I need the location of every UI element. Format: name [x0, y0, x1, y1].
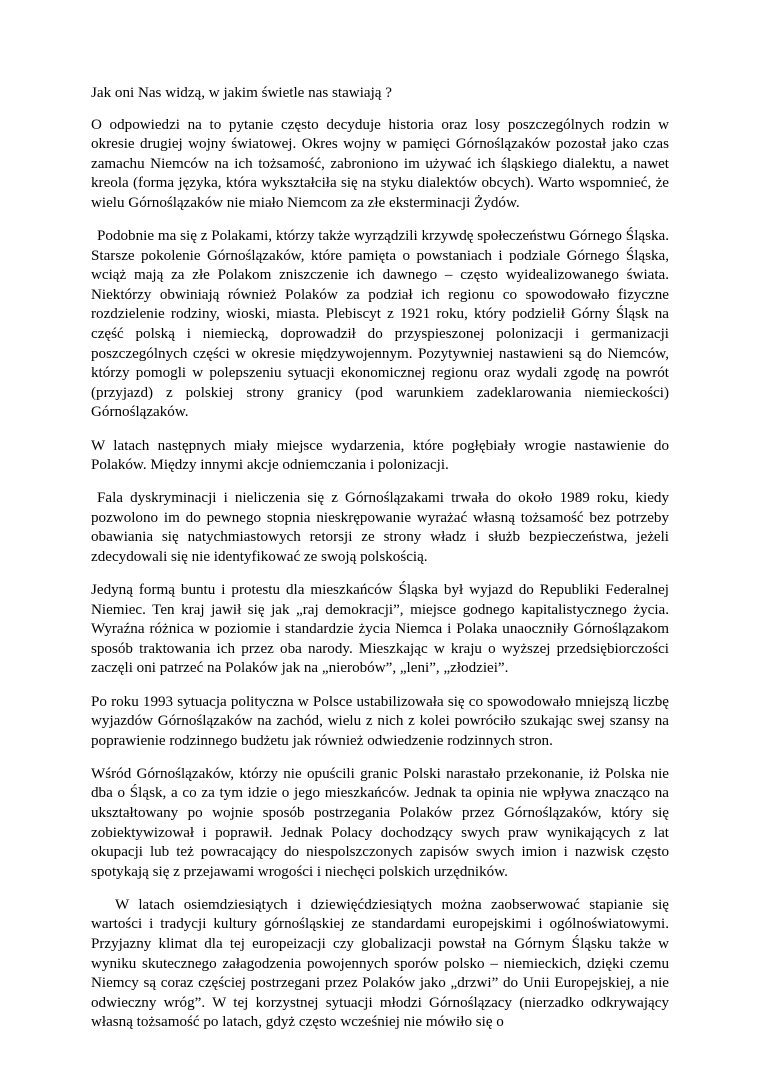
- document-heading: Jak oni Nas widzą, w jakim świetle nas stawiają ?: [91, 85, 392, 101]
- document-page: [91, 84, 669, 1047]
- paragraph-remaining-silesians: Wśród Górnoślązaków, którzy nie opuścili granic Polski narastało przekonanie, iż Polska nie dba o Śląsk, a co za tym idzie o jego mieszkańców. Jednak ta opinia nie wpływa znacząco na ukształtowany po wojnie sposób postrzegania Polaków przez Górnoślązaków, który się zobiektywizował i poprawił. Jednak Polacy dochodzący swych praw wynikających z lat okupacji lub też powracający do niespolszczonych zapisów swych imion i nazwisk często spotykają się z przejawami wrogości i niechęci polskich urzędników.: [91, 765, 669, 880]
- paragraph-emigration: Jedyną formą buntu i protestu dla mieszkańców Śląska był wyjazd do Republiki Federalnej Niemiec. Ten kraj jawił się jak „raj demokracji”, miejsce godnego kapitalistycznego życia. Wyraźna różnica w poziomie i standardzie życia Niemca i Polaka unaoczniły Górnoślązakom sposób traktowania ich przez oba narody. Mieszkając w kraju o wyższej przedsiębiorczości zaczęli oni patrzeć na Polaków jak na „nierobów”, „leni”, „złodziei”.: [91, 582, 669, 677]
- paragraph-polish-grievances: Podobnie ma się z Polakami, którzy także wyrządzili krzywdę społeczeństwu Górnego Śląska. Starsze pokolenie Górnoślązaków, które pamięta o powstaniach i podziale Górnego Śląska, wciąż mają za złe Polakom zniszczenie ich dawnego – często wyidealizowanego świata. Niektórzy obwiniają również Polaków za podział ich regionu co spowodowało fizyczne rozdzielenie rodziny, wioski, miasta. Plebiscyt z 1921 roku, który podzielił Górny Śląsk na część polską i niemiecką, doprowadził do przyspieszonej polonizacji i germanizacji poszczególnych części w okresie międzywojennym. Pozytywniej nastawieni są do Niemców, którzy pomogli w polepszeniu sytuacji ekonomicznej regionu oraz wydali zgodę na powrót (przyjazd) z polskiej strony granicy (pod warunkiem zadeklarowania niemieckości) Górnoślązaków.: [91, 228, 669, 421]
- paragraph-postwar-events: W latach następnych miały miejsce wydarzenia, które pogłębiały wrogie nastawienie do Polaków. Między innymi akcje odniemczania i polonizacji.: [91, 437, 669, 474]
- paragraph-europeanization: W latach osiemdziesiątych i dziewięćdziesiątych można zaobserwować stapianie się wartości i tradycji kultury górnośląskiej ze standardami europejskimi i ogólnoświatowymi. Przyjazny klimat dla tej europeizacji czy globalizacji powstał na Górnym Śląsku także w wyniku skutecznego załagodzenia powojennych sporów polsko – niemieckich, dzięki czemu Niemcy są coraz częściej postrzegani przez Polaków jako „drzwi” do Unii Europejskiej, a nie odwieczny wróg”. W tej korzystnej sytuacji młodzi Górnoślązacy (nierzadko odkrywający własną tożsamość po latach, gdyż często wcześniej nie mówiło się o: [91, 896, 669, 1031]
- paragraph-after-1993: Po roku 1993 sytuacja polityczna w Polsce ustabilizowała się co spowodowało mniejszą liczbę wyjazdów Górnoślązaków na zachód, wielu z nich z kolei powróciło szukając swej szansy na poprawienie rodzinnego budżetu jak również odwiedzenie rodzinnych stron.: [91, 693, 669, 749]
- paragraph-discrimination: Fala dyskryminacji i nieliczenia się z Górnoślązakami trwała do około 1989 roku, kiedy pozwolono im do pewnego stopnia nieskrępowanie wyrażać własną tożsamość bez potrzeby obawiania się natychmiastowych retorsji ze strony władz i służb bezpieczeństwa, jeżeli zdecydowali się nie identyfikować ze swoją polskością.: [91, 490, 669, 565]
- paragraph-wartime-history: O odpowiedzi na to pytanie często decyduje historia oraz losy poszczególnych rodzin w okresie drugiej wojny światowej. Okres wojny w pamięci Górnoślązaków pozostał jako czas zamachu Niemców na ich tożsamość, zabroniono im używać ich śląskiego dialektu, a nawet kreola (forma języka, która wykształciła się na styku dialektów obcych). Warto wspomnieć, że wielu Górnoślązaków nie miało Niemcom za złe eksterminacji Żydów.: [91, 116, 669, 211]
